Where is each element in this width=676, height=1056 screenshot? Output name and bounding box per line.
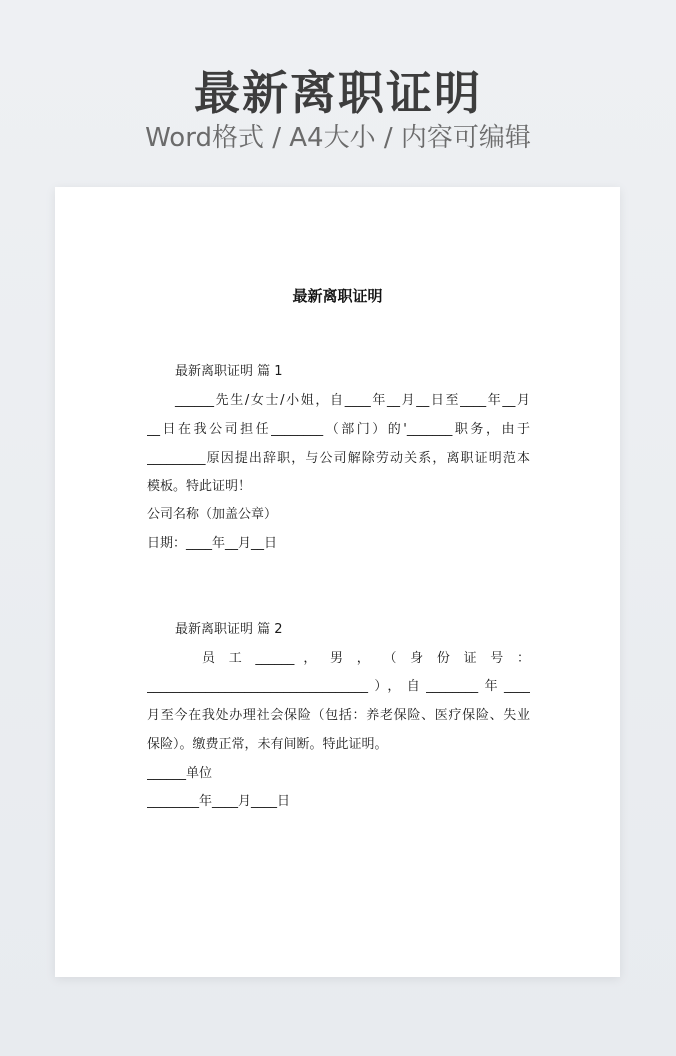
section2-unit: ______单位 xyxy=(147,766,213,781)
banner-title: 最新离职证明 xyxy=(194,66,482,120)
section1-line-3: _________原因提出辞职，与公司解除劳动关系，离职证明范本 xyxy=(147,451,530,466)
section2-date: ________年____月____日 xyxy=(147,794,291,809)
document-page xyxy=(55,187,620,977)
section1-heading: 最新离职证明 篇 1 xyxy=(175,364,283,379)
section2-line-2: __________________________________），自________年____ xyxy=(147,679,530,694)
document-title: 最新离职证明 xyxy=(292,287,383,305)
section1-line-2: __日在我公司担任________（部门）的'_______职务，由于 xyxy=(147,422,530,437)
section1-line-4: 模板。特此证明！ xyxy=(147,479,252,494)
banner-subtitle: Word格式 / A4大小 / 内容可编辑 xyxy=(145,123,531,153)
section1-line-1: ______先生/女士/小姐，自____年__月__日至____年__月 xyxy=(175,393,530,408)
section2-line-4: 保险）。缴费正常，未有间断。特此证明。 xyxy=(147,737,388,752)
section1-date: 日期：____年__月__日 xyxy=(147,536,278,551)
section2-heading: 最新离职证明 篇 2 xyxy=(175,622,283,637)
section1-company-name: 公司名称（加盖公章） xyxy=(147,507,278,522)
section2-line-3: 月至今在我处办理社会保险（包括：养老保险、医疗保险、失业 xyxy=(147,708,530,723)
section2-line-1: 员 工 ______ ， 男 ， （ 身 份 证 号 ： xyxy=(202,651,530,666)
